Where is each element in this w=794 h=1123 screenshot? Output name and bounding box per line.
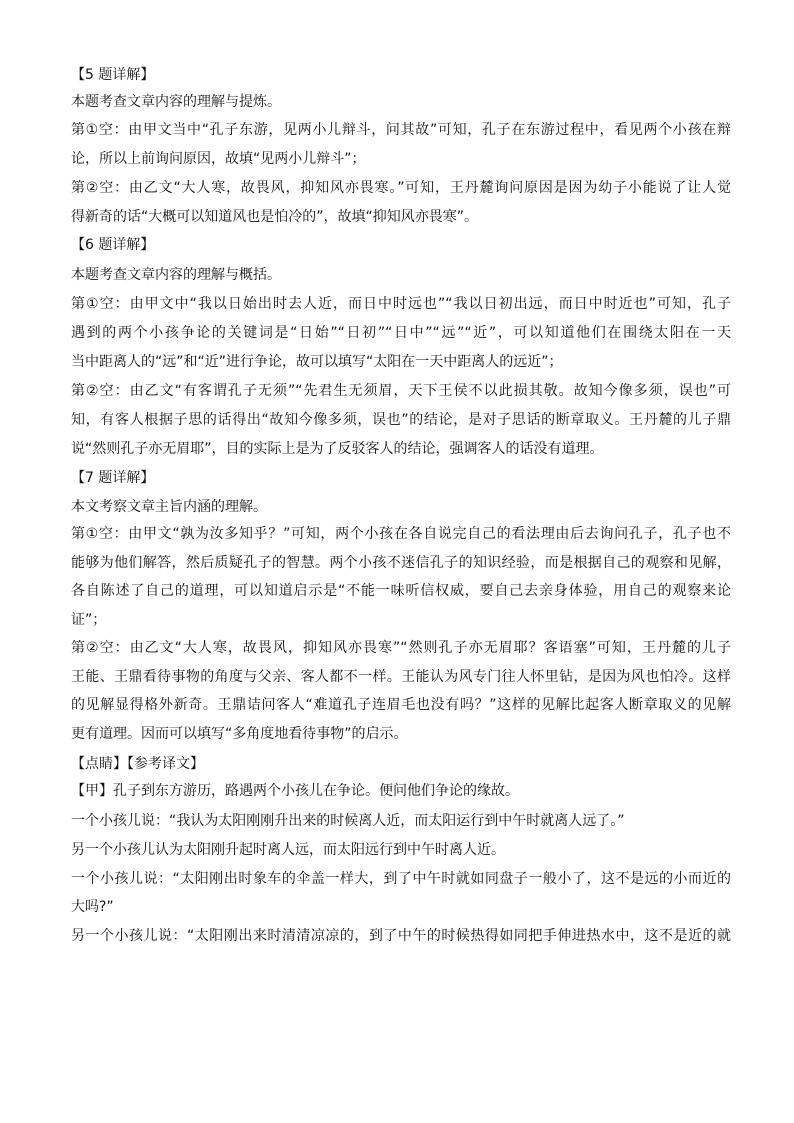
text-line: 第②空：由乙文“有客谓孔子无须”“先君生无须眉，天下王侯不以此损其敬。故知今像多须，误也”可: [71, 383, 731, 399]
section-heading: 【7 题详解】: [71, 470, 155, 486]
text-line: 得新奇的话“大概可以知道风也是怕冷的”，故填“抑知风亦畏寒”。: [71, 209, 479, 225]
text-line: 知，有客人根据子思的话得出“故知今像多须，误也”的结论，是对子思话的断章取义。王丹麓的儿子鼎: [71, 412, 731, 428]
text-line: 大吗?”: [71, 899, 114, 915]
text-line: 【甲】孔子到东方游历，路遇两个小孩儿在争论。便问他们争论的缘故。: [71, 783, 519, 799]
text-line: 第②空：由乙文“大人寒，故畏风，抑知风亦畏寒”“然则孔子亦无眉耶？客语塞”可知，王丹麓的儿子: [71, 640, 731, 656]
section-heading: 【6 题详解】: [71, 237, 155, 253]
text-line: 论，所以上前询问原因，故填“见两小儿辩斗”；: [71, 151, 366, 167]
text-line: 第①空：由甲文当中“孔子东游，见两小儿辩斗，问其故”可知，孔子在东游过程中，看见两个小孩在辩: [71, 122, 731, 138]
text-line: 另一个小孩儿认为太阳刚升起时离人远，而太阳远行到中午时离人近。: [71, 842, 505, 858]
text-line: 第①空：由甲文中“我以日始出时去人近，而日中时远也”“我以日初出远，而日中时近也”可知，孔子: [71, 296, 731, 312]
section-heading: 【5 题详解】: [71, 67, 155, 83]
text-line: 王能、王鼎看待事物的角度与父亲、客人都不一样。王能认为风专门往人怀里钻，是因为风也怕冷。这样: [71, 669, 731, 685]
text-line: 另一个小孩儿说：“太阳刚出来时清清凉凉的，到了中午的时候热得如同把手伸进热水中，这不是近的就: [71, 928, 731, 944]
text-line: 能够为他们解答，然后质疑孔子的智慧。两个小孩不迷信孔子的知识经验，而是根据自己的观察和见解，: [71, 555, 731, 571]
text-line: 各自陈述了自己的道理，可以知道启示是“不能一味听信权威，要自己去亲身体验，用自己的观察来论: [71, 583, 731, 599]
section-heading: 【点睛】【参考译文】: [71, 756, 204, 772]
text-line: 本题考查文章内容的理解与概括。: [71, 267, 281, 283]
text-line: 第①空：由甲文“孰为汝多知乎？”可知，两个小孩在各自说完自己的看法理由后去询问孔子，孔子也不: [71, 526, 731, 542]
text-line: 的见解显得格外新奇。王鼎诘问客人“难道孔子连眉毛也没有吗？”这样的见解比起客人断章取义的见解: [71, 697, 731, 713]
text-line: 证”；: [71, 612, 107, 628]
text-line: 说“然则孔子亦无眉耶”，目的实际上是为了反驳客人的结论，强调客人的话没有道理。: [71, 441, 604, 457]
text-line: 当中距离人的“远”和“近”进行争论，故可以填写“太阳在一天中距离人的远近”；: [71, 354, 563, 370]
text-line: 一个小孩儿说：“太阳刚出时象车的伞盖一样大，到了中午时就如同盘子一般小了，这不是远的小而近的: [71, 871, 731, 887]
text-line: 更有道理。因而可以填写“多角度地看待事物”的启示。: [71, 726, 408, 742]
text-line: 遇到的两个小孩争论的关键词是“日始”“日初”“日中”“远”“近”，可以知道他们在围绕太阳在一天: [71, 325, 731, 341]
text-line: 第②空：由乙文“大人寒，故畏风，抑知风亦畏寒。”可知，王丹麓询问原因是因为幼子小能说了让人觉: [71, 180, 731, 196]
text-line: 本题考查文章内容的理解与提炼。: [71, 94, 281, 110]
text-line: 本文考察文章主旨内涵的理解。: [71, 499, 267, 515]
text-line: 一个小孩儿说：“我认为太阳刚刚升出来的时候离人近，而太阳运行到中午时就离人远了。”: [71, 813, 625, 829]
